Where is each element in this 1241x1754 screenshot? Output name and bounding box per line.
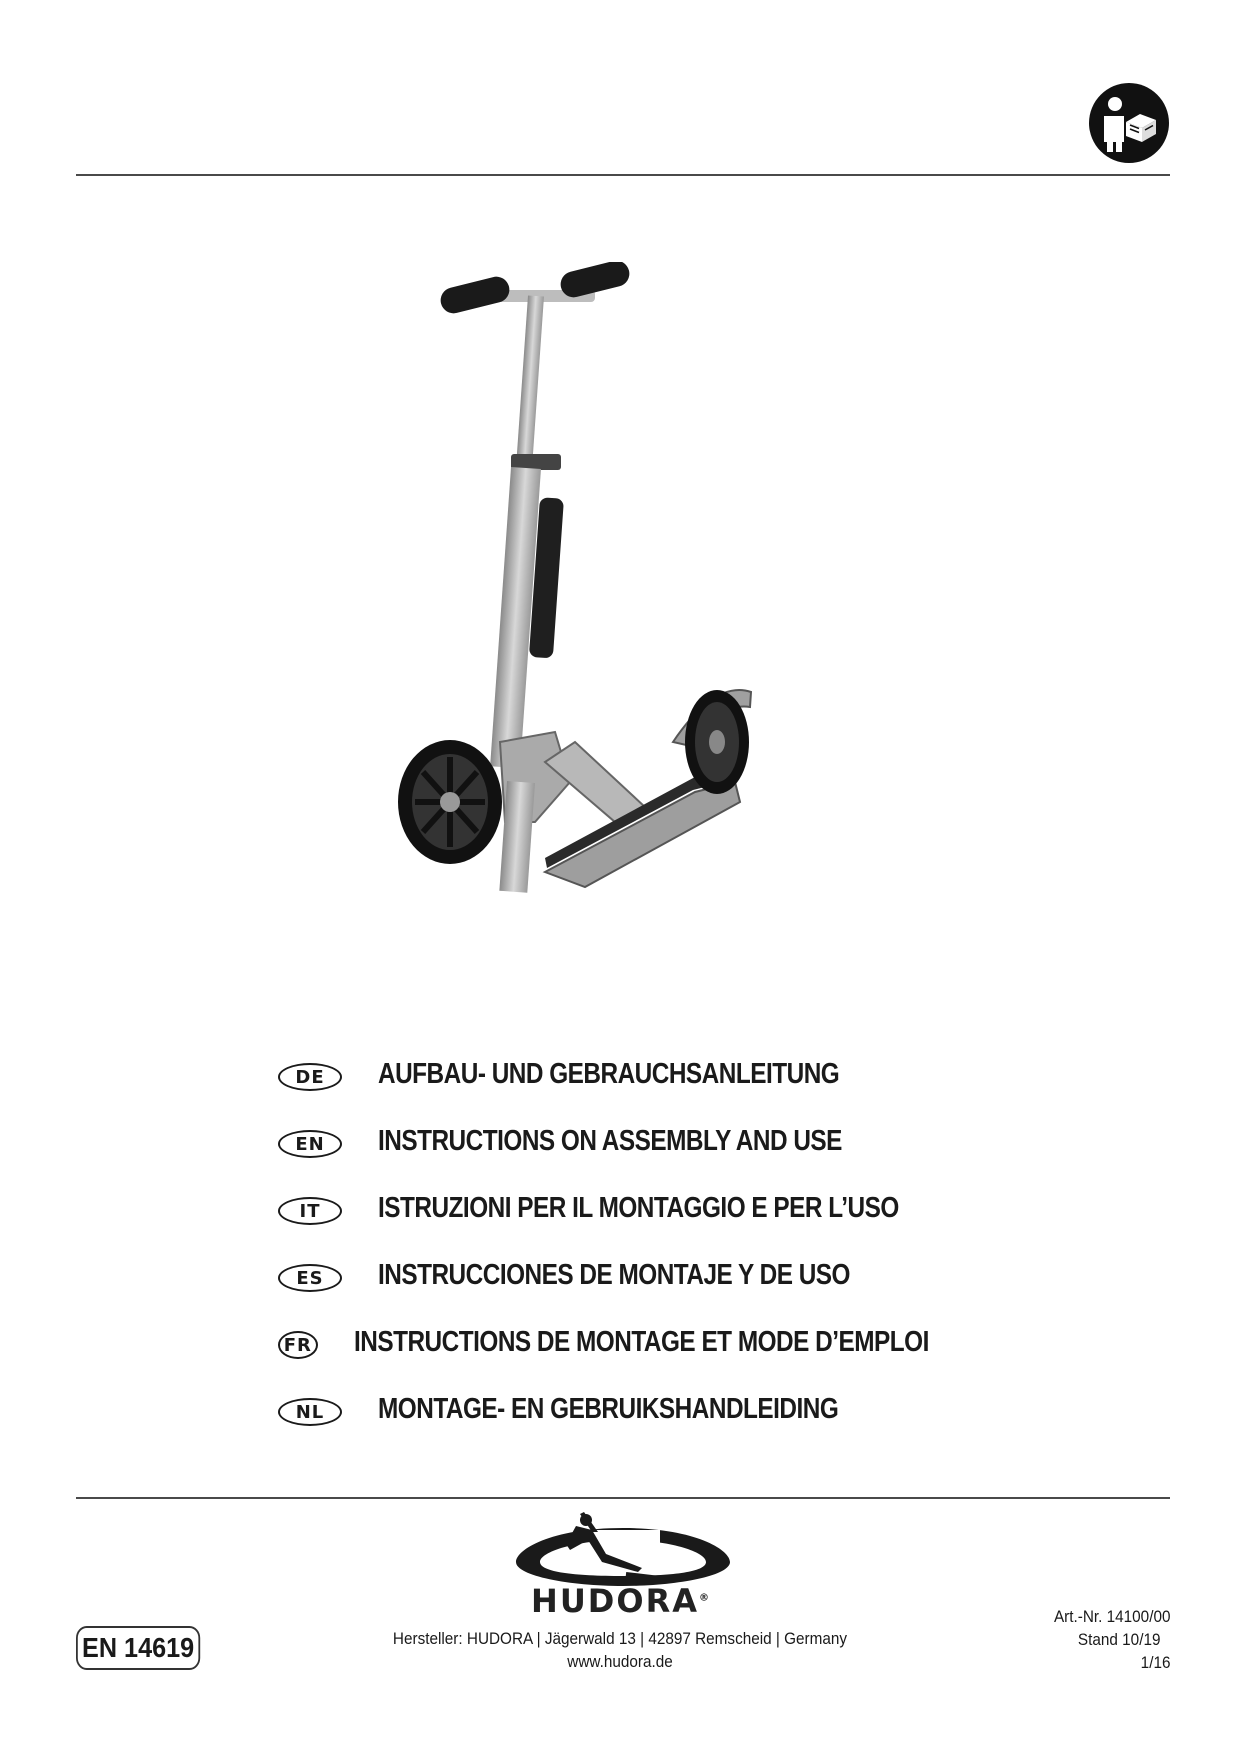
language-title: AUFBAU- UND GEBRAUCHSANLEITUNG: [378, 1058, 840, 1090]
manufacturer-website[interactable]: www.hudora.de: [567, 1652, 673, 1671]
brand-name: HUDORA®: [531, 1582, 709, 1620]
language-code-badge: NL: [278, 1398, 342, 1426]
language-code-badge: IT: [278, 1197, 342, 1225]
language-row-fr: [278, 1326, 1038, 1393]
scooter-illustration: [395, 262, 855, 982]
language-title: ISTRUZIONI PER IL MONTAGGIO E PER L’USO: [378, 1192, 899, 1224]
language-code-badge: FR: [278, 1331, 318, 1359]
skater-logo-icon: [510, 1510, 736, 1590]
manufacturer-address: Hersteller: HUDORA | Jägerwald 13 | 42897 Remscheid | Germany: [392, 1629, 848, 1648]
language-title: INSTRUCCIONES DE MONTAJE Y DE USO: [378, 1259, 851, 1291]
article-info: [1041, 1605, 1170, 1674]
language-row-it: [278, 1192, 1038, 1259]
language-row-nl: [278, 1393, 1038, 1460]
language-row-en: [278, 1125, 1038, 1192]
language-code-badge: EN: [278, 1130, 342, 1158]
revision-stand: Stand 10/19: [1077, 1630, 1160, 1649]
article-number: Art.-Nr. 14100/00: [1053, 1607, 1170, 1626]
language-code-badge: DE: [278, 1063, 342, 1091]
page-number: 1/16: [1140, 1653, 1170, 1672]
language-row-de: [278, 1058, 1038, 1125]
language-row-es: [278, 1259, 1038, 1326]
footer-divider: [76, 1497, 1170, 1499]
language-title-list: [278, 1058, 1038, 1460]
manufacturer-info: [320, 1627, 920, 1673]
hudora-logo: [510, 1510, 736, 1620]
language-code-badge: ES: [278, 1264, 342, 1292]
language-title: INSTRUCTIONS DE MONTAGE ET MODE D’EMPLOI: [353, 1326, 929, 1358]
header-divider: [76, 174, 1170, 176]
language-title: INSTRUCTIONS ON ASSEMBLY AND USE: [378, 1125, 842, 1157]
read-manual-icon: [1088, 82, 1170, 164]
language-title: MONTAGE- EN GEBRUIKSHANDLEIDING: [378, 1393, 839, 1425]
standard-badge: EN 14619: [76, 1626, 200, 1670]
